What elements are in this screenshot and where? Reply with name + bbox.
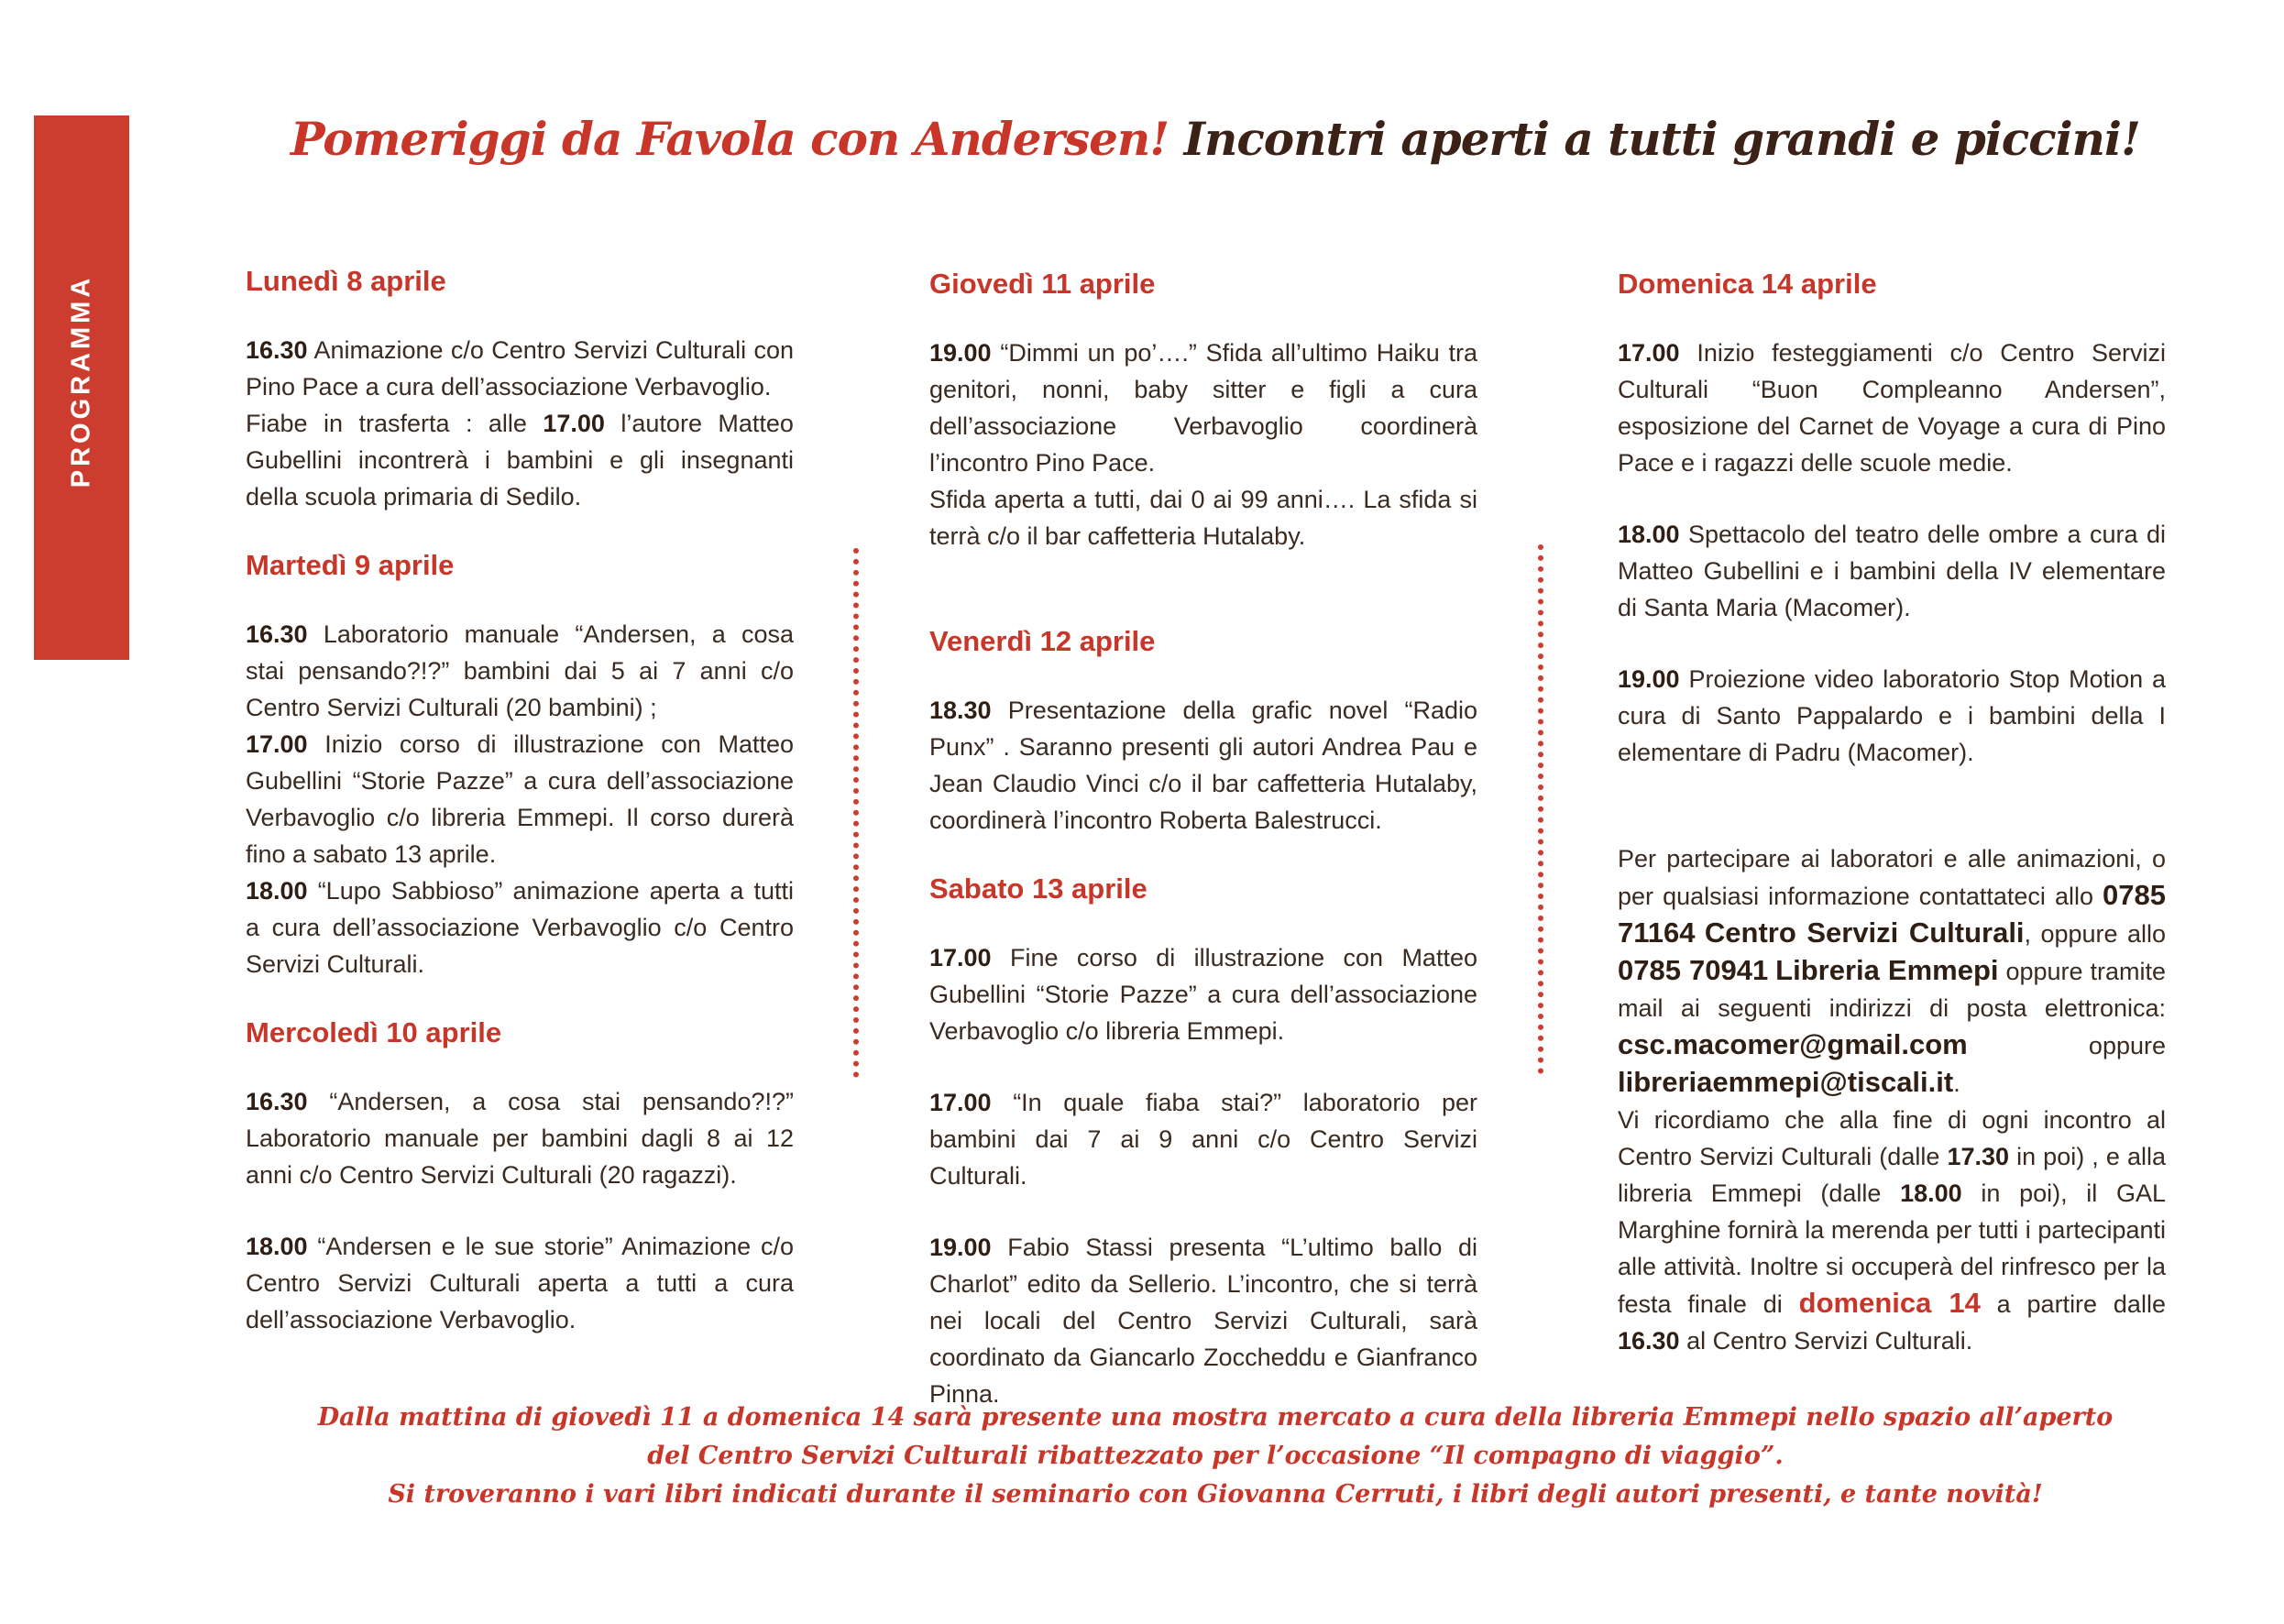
phone-number: 0785 71164 <box>1618 879 2166 949</box>
event-text: “Andersen, a cosa stai pensando?!?” Laboratorio manuale per bambini dagli 8 ai 12 anni c/o Centro Servizi Culturali (20 ragazzi). <box>246 1088 794 1189</box>
side-tab <box>34 115 129 660</box>
day-heading: Giovedì 11 aprile <box>929 268 1156 300</box>
event-text: “In quale fiaba stai?” laboratorio per bambini dai 7 ai 9 anni c/o Centro Servizi Culturali. <box>929 1089 1477 1190</box>
day-heading: Martedì 9 aprile <box>246 549 455 581</box>
event-text: Laboratorio manuale “Andersen, a cosa stai pensando?!?” bambini dai 5 ai 7 anni c/o Centro Servizi Culturali (20 bambini) ; <box>246 620 794 721</box>
event-text: Animazione c/o Centro Servizi Culturali con Pino Pace a cura dell’associazione Verbavoglio. <box>246 336 794 401</box>
dotted-divider-2 <box>1538 544 1543 1074</box>
event-time: 17.30 <box>1947 1143 2010 1170</box>
event-time: 17.00 <box>246 730 308 758</box>
event-entry <box>929 1229 1477 1412</box>
event-time: 18.00 <box>246 1233 308 1260</box>
info-text: al Centro Servizi Culturali. <box>1686 1327 1973 1355</box>
event-text: Presentazione della grafic novel “Radio Punx” . Saranno presenti gli autori Andrea Pau e Jean Claudio Vinci c/o il bar caffetteria Hutalaby, coordinerà l’incontro Roberta Balestrucci. <box>929 697 1477 834</box>
column-1 <box>246 264 794 1338</box>
column-3 <box>1618 267 2166 1359</box>
event-time: 18.00 <box>1900 1180 1962 1207</box>
event-entry <box>246 1228 794 1338</box>
final-day: domenica 14 <box>1798 1287 1981 1319</box>
event-time: 18.30 <box>929 697 992 724</box>
day-heading: Lunedì 8 aprile <box>246 265 446 297</box>
info-text: in poi), il GAL Marghine fornirà la merenda per tutti i partecipanti alle attività. Inoltre si occuperà del rinfresco per la festa finale di <box>1618 1180 2166 1318</box>
event-time: 17.00 <box>1618 339 1680 367</box>
info-text: Vi ricordiamo che alla fine di ogni incontro al Centro Servizi Culturali (dalle <box>1618 1106 2166 1170</box>
event-text: “Dimmi un po’….” Sfida all’ultimo Haiku tra genitori, nonni, baby sitter e figli a cura dell’associazione Verbavoglio coordinerà l’incontro Pino Pace. <box>929 339 1477 477</box>
event-time: 18.00 <box>1618 521 1680 548</box>
event-time: 17.00 <box>929 944 992 971</box>
event-text: Spettacolo del teatro delle ombre a cura di Matteo Gubellini e i bambini della IV elementare di Santa Maria (Macomer). <box>1618 521 2166 621</box>
event-entry <box>929 1084 1477 1194</box>
event-text: Sfida aperta a tutti, dai 0 ai 99 anni…. La sfida si terrà c/o il bar caffetteria Hutalaby. <box>929 486 1477 550</box>
org-name: Libreria Emmepi <box>1775 954 1999 986</box>
phone-number: 0785 70941 <box>1618 954 1769 986</box>
event-entry <box>1618 516 2166 626</box>
event-time: 19.00 <box>929 1234 992 1261</box>
day-heading: Domenica 14 aprile <box>1618 268 1877 300</box>
event-entry <box>246 616 794 982</box>
event-entry <box>929 692 1477 839</box>
dotted-divider-1 <box>853 548 859 1078</box>
email-link[interactable]: libreriaemmepi@tiscali.it <box>1618 1066 1954 1098</box>
event-text: Fine corso di illustrazione con Matteo Gubellini “Storie Pazze” a cura dell’associazione Verbavoglio c/o libreria Emmepi. <box>929 944 1477 1045</box>
column-2 <box>929 267 1477 1412</box>
event-text: Inizio corso di illustrazione con Matteo Gubellini “Storie Pazze” a cura dell’associazione Verbavoglio c/o libreria Emmepi. Il corso durerà fino a sabato 13 aprile. <box>246 730 794 868</box>
event-entry <box>1618 661 2166 771</box>
event-text: “Andersen e le sue storie” Animazione c/o Centro Servizi Culturali aperta a tutti a cura dell’associazione Verbavoglio. <box>246 1233 794 1333</box>
event-text: Inizio festeggiamenti c/o Centro Servizi Culturali “Buon Compleanno Andersen”, esposizione del Carnet de Voyage a cura di Pino Pace e i ragazzi delle scuole medie. <box>1618 339 2166 477</box>
title-part-2: Incontri aperti a tutti grandi e piccini! <box>1183 112 2140 166</box>
event-entry <box>1618 335 2166 481</box>
info-text: , oppure allo <box>2024 920 2166 948</box>
footer-line-1: Dalla mattina di giovedì 11 a domenica 14 sarà presente una mostra mercato a cura della libreria Emmepi nello spazio all’aperto <box>317 1403 2114 1432</box>
event-text: Proiezione video laboratorio Stop Motion a cura di Santo Pappalardo e i bambini della I elementare di Padru (Macomer). <box>1618 665 2166 766</box>
page-title <box>147 112 2284 166</box>
info-text: in poi) , e alla libreria Emmepi (dalle <box>1618 1143 2166 1207</box>
info-text: Per partecipare ai laboratori e alle animazioni, o per qualsiasi informazione contattateci allo <box>1618 845 2166 910</box>
title-part-1: Pomeriggi da Favola con Andersen! <box>291 112 1169 166</box>
day-heading: Sabato 13 aprile <box>929 872 1147 905</box>
org-name: Centro Servizi Culturali <box>1704 916 2025 949</box>
event-entry <box>929 335 1477 554</box>
event-time: 16.30 <box>246 1088 308 1115</box>
footer-line-2: del Centro Servizi Culturali ribattezzato per l’occasione “Il compagno di viaggio”. <box>647 1442 1784 1470</box>
info-text: . <box>1953 1070 1960 1097</box>
contact-info <box>1618 840 2166 1359</box>
event-time: 16.30 <box>246 620 308 648</box>
event-time: 16.30 <box>1618 1327 1680 1355</box>
info-text: oppure tramite mail ai seguenti indirizzi di posta elettronica: <box>1618 958 2166 1022</box>
event-entry <box>246 332 794 515</box>
event-entry <box>246 1083 794 1193</box>
footer-note <box>147 1399 2284 1514</box>
event-time: 18.00 <box>246 877 308 905</box>
event-text: “Lupo Sabbioso” animazione aperta a tutti a cura dell’associazione Verbavoglio c/o Centro Servizi Culturali. <box>246 877 794 978</box>
event-text: l’autore Matteo Gubellini incontrerà i bambini e gli insegnanti della scuola primaria di Sedilo. <box>246 410 794 510</box>
day-heading: Mercoledì 10 aprile <box>246 1016 502 1048</box>
event-text: Fabio Stassi presenta “L’ultimo ballo di Charlot” edito da Sellerio. L’incontro, che si terrà nei locali del Centro Servizi Culturali, sarà coordinato da Giancarlo Zoccheddu e Gianfranco Pinna. <box>929 1234 1477 1408</box>
event-time: 17.00 <box>543 410 605 437</box>
event-time: 17.00 <box>929 1089 992 1116</box>
event-time: 19.00 <box>929 339 992 367</box>
event-entry <box>929 939 1477 1049</box>
email-link[interactable]: csc.macomer@gmail.com <box>1618 1028 1968 1060</box>
side-label: PROGRAMMA <box>66 274 96 488</box>
event-text: Fiabe in trasferta : alle <box>246 410 527 437</box>
event-time: 16.30 <box>246 336 308 364</box>
day-heading: Venerdì 12 aprile <box>929 625 1156 657</box>
footer-line-3: Si troveranno i vari libri indicati durante il seminario con Giovanna Cerruti, i libri degli autori presenti, e tante novità! <box>388 1480 2043 1509</box>
info-text: oppure <box>2088 1032 2166 1059</box>
info-text: a partire dalle <box>1996 1290 2166 1318</box>
event-time: 19.00 <box>1618 665 1680 693</box>
